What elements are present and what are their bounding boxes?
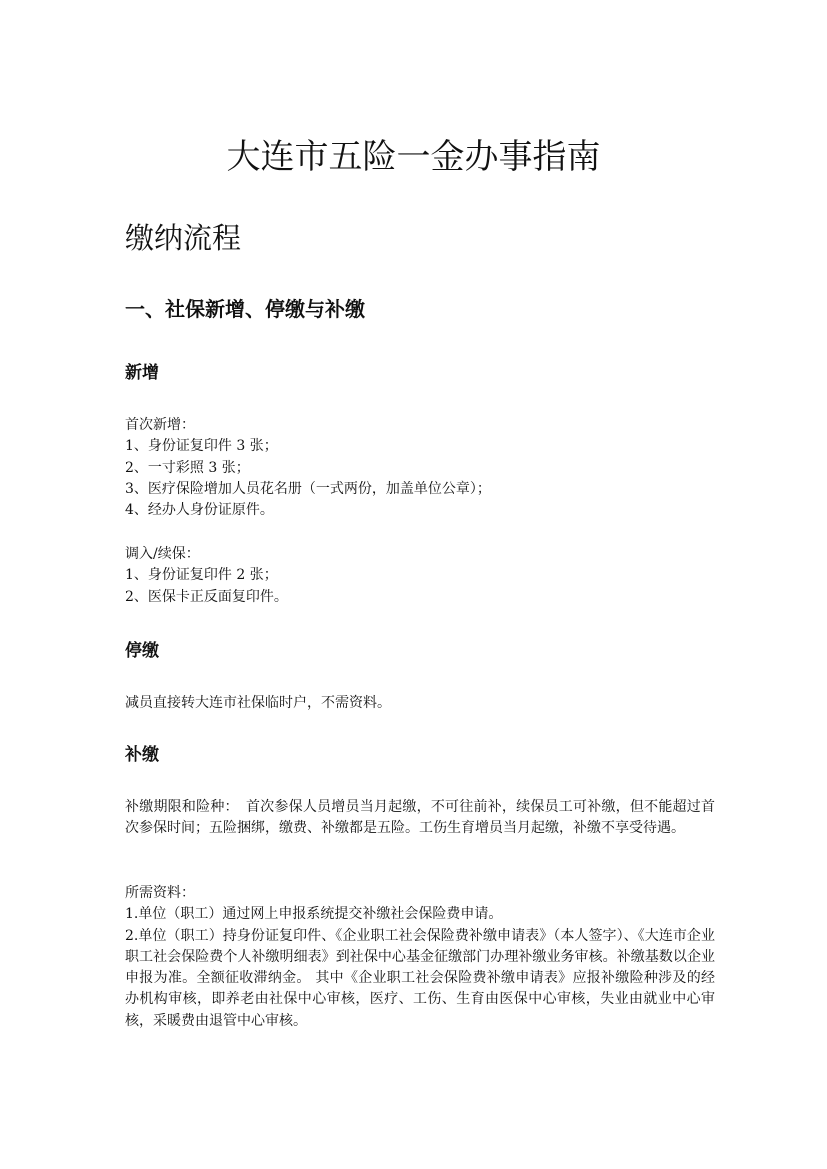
- transfer-block: [125, 544, 715, 608]
- materials-item-1: 1.单位（职工）通过网上申报系统提交补缴社会保险费申请。: [125, 906, 503, 923]
- first-enrollment-label: 首次新增：: [125, 417, 195, 433]
- stop-payment-text: 减员直接转大连市社保临时户，不需资料。: [125, 695, 391, 711]
- materials-label: 所需资料：: [125, 885, 195, 901]
- list-item: 3、医疗保险增加人员花名册（一式两份，加盖单位公章）；: [125, 480, 491, 497]
- list-item: 4、经办人身份证原件。: [125, 502, 274, 519]
- first-enrollment-block: [125, 415, 715, 521]
- heading-stop-payment: 停缴: [125, 641, 159, 661]
- heading-new-enrollment: 新增: [125, 363, 159, 383]
- back-payment-period-paragraph: 补缴期限和险种： 首次参保人员增员当月起缴，不可往前补，续保员工可补缴，但不能超过首次参保时间；五险捆绑，缴费、补缴都是五险。工伤生育增员当月起缴，补缴不享受待遇。: [125, 799, 715, 837]
- document-title: 大连市五险一金办事指南: [226, 137, 601, 177]
- list-item: 1、身份证复印件 2 张；: [125, 567, 278, 584]
- list-item: 1、身份证复印件 3 张；: [125, 438, 278, 455]
- transfer-label: 调入/续保：: [125, 546, 200, 562]
- heading-payment-process: 缴纳流程: [125, 221, 242, 255]
- heading-back-payment: 补缴: [125, 745, 159, 765]
- list-item: 2、医保卡正反面复印件。: [125, 588, 288, 605]
- list-item: 2、一寸彩照 3 张；: [125, 459, 250, 476]
- materials-block: [125, 883, 715, 1032]
- materials-item-2: 2.单位（职工）持身份证复印件、《企业职工社会保险费补缴申请表》（本人签字）、《大连市企业职工社会保险费个人补缴明细表》到社保中心基金征缴部门办理补缴业务审核。补缴基数以企业申报为准。全额征收滞纳金。 其中《企业职工社会保险费补缴申请表》应报补缴险种涉及的经办机构审核，即养老由社保中心审核，医疗、工伤、生育由医保中心审核，失业由就业中心审核，采暖费由退管中心审核。: [125, 927, 715, 1029]
- heading-social-insurance: 一、社保新增、停缴与补缴: [125, 297, 365, 321]
- back-payment-period-text: [125, 797, 715, 840]
